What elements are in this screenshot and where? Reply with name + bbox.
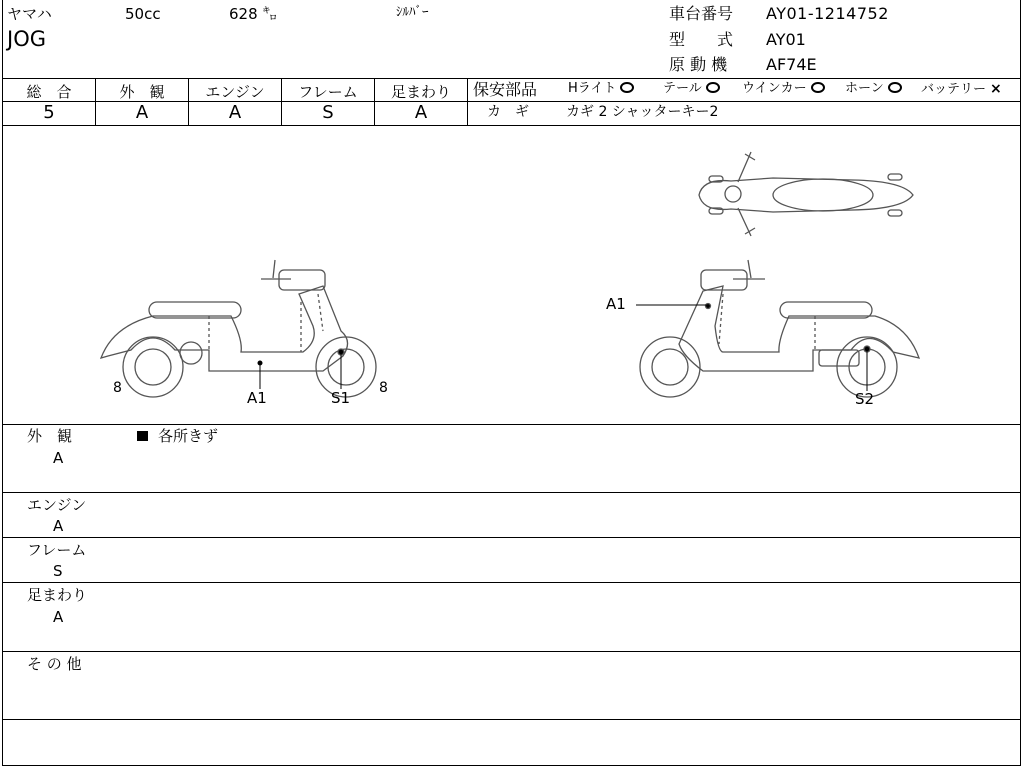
key-label: カ ギ: [487, 104, 529, 120]
divider: [3, 78, 1020, 79]
scooter-left-side-icon: [101, 260, 376, 397]
divider: [3, 492, 1020, 493]
grade-frame: S: [322, 102, 334, 123]
section-engine-label: エンジン: [27, 496, 87, 514]
divider: [3, 719, 1020, 720]
grade-header-frame: フレーム: [298, 83, 358, 101]
grade-suspension: A: [414, 102, 428, 123]
section-exterior-grade: A: [53, 449, 64, 467]
type-label: 型 式: [669, 30, 734, 49]
section-frame-label: フレーム: [27, 541, 87, 559]
frame-no: AY01-1214752: [766, 4, 889, 23]
mileage: 628 ㌔: [229, 5, 278, 23]
key-value: カギ 2 シャッターキー2: [566, 104, 719, 120]
ok-mark-icon: [888, 82, 902, 93]
square-bullet-icon: [137, 431, 148, 441]
diagram-label-rear-tire: 8: [113, 380, 122, 396]
type-value: AY01: [766, 30, 806, 49]
divider: [3, 582, 1020, 583]
x-mark-icon: ×: [990, 81, 1002, 97]
grade-header-suspension: 足まわり: [390, 83, 451, 101]
divider: [467, 101, 1020, 102]
safety-item-horn: ホーン: [845, 82, 902, 95]
scooter-right-side-icon: [640, 260, 919, 397]
divider: [3, 101, 467, 102]
scooter-top-view-icon: [699, 152, 913, 236]
grade-header-overall: 総 合: [26, 83, 72, 101]
safety-item-winker: ウインカー: [742, 82, 825, 95]
safety-label: 保安部品: [473, 80, 538, 99]
divider: [3, 424, 1020, 425]
diagram-label-a1: A1: [247, 389, 267, 407]
color: ｼﾙﾊﾞｰ: [396, 5, 429, 20]
frame-no-label: 車台番号: [669, 4, 734, 23]
section-other-label: そ の 他: [27, 655, 82, 673]
divider: [3, 651, 1020, 652]
section-frame-grade: S: [53, 562, 63, 580]
grade-header-exterior: 外 観: [119, 83, 165, 101]
section-engine-grade: A: [53, 517, 64, 535]
divider: [3, 537, 1020, 538]
inspection-sheet: [2, 0, 1021, 766]
safety-item-headlight: Hライト: [568, 82, 634, 95]
ok-mark-icon: [811, 82, 825, 93]
diagram-label-s1: S1: [331, 389, 351, 407]
section-suspension-label: 足まわり: [27, 586, 88, 604]
model-name: JOG: [7, 27, 46, 51]
exterior-note: 各所きず: [137, 429, 218, 444]
grade-header-engine: エンジン: [205, 83, 265, 101]
grade-overall: 5: [43, 102, 55, 123]
leader-lines: [258, 305, 867, 391]
grade-engine: A: [228, 102, 242, 123]
safety-item-tail: テール: [663, 82, 720, 95]
diagram-label-a1-right: A1: [606, 295, 626, 313]
ok-mark-icon: [706, 82, 720, 93]
engine-value: AF74E: [766, 55, 817, 74]
displacement: 50cc: [125, 5, 161, 23]
section-exterior-label: 外 観: [27, 427, 73, 445]
diagram-label-s2: S2: [855, 390, 875, 408]
maker: ヤマハ: [7, 5, 52, 23]
ok-mark-icon: [620, 82, 634, 93]
diagram-label-front-tire: 8: [379, 380, 388, 396]
scooter-diagram: [3, 126, 1022, 426]
section-suspension-grade: A: [53, 608, 64, 626]
safety-item-battery: バッテリー ×: [921, 81, 1002, 97]
engine-label: 原 動 機: [669, 55, 728, 74]
grade-exterior: A: [135, 102, 149, 123]
